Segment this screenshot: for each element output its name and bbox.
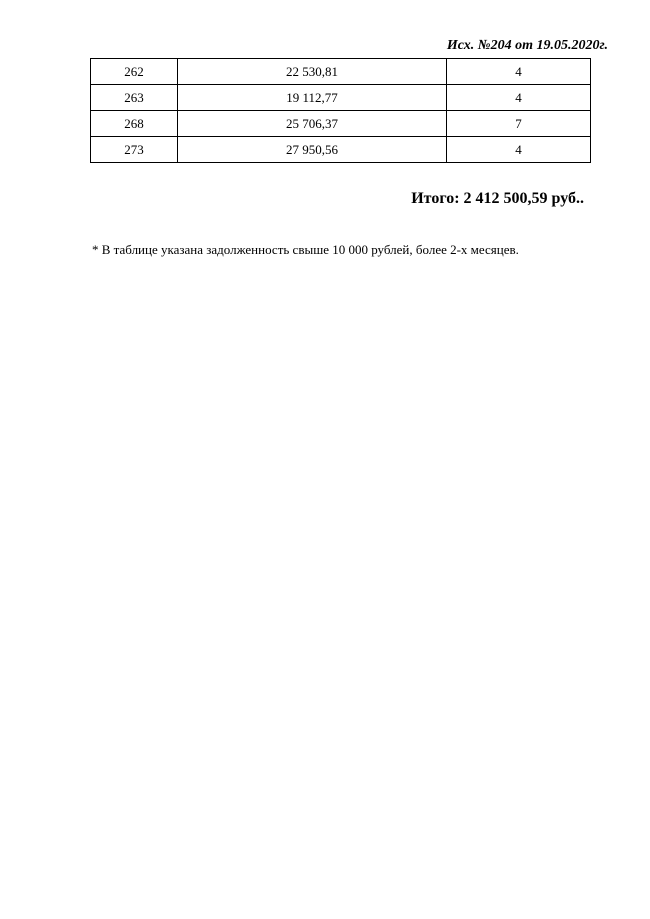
table-row xyxy=(91,137,591,163)
months-cell: 4 xyxy=(447,85,591,111)
apartment-cell: 273 xyxy=(91,137,178,163)
footnote: * В таблице указана задолженность свыше 10 000 рублей, более 2-х месяцев. xyxy=(92,242,519,257)
amount-cell: 27 950,56 xyxy=(178,137,447,163)
months-cell: 7 xyxy=(447,111,591,137)
table-row xyxy=(91,111,591,137)
amount-cell: 19 112,77 xyxy=(178,85,447,111)
table-row xyxy=(91,59,591,85)
table-row xyxy=(91,85,591,111)
apartment-cell: 263 xyxy=(91,85,178,111)
months-cell: 4 xyxy=(447,59,591,85)
apartment-cell: 262 xyxy=(91,59,178,85)
amount-cell: 22 530,81 xyxy=(178,59,447,85)
debt-table xyxy=(90,58,591,163)
amount-cell: 25 706,37 xyxy=(178,111,447,137)
apartment-cell: 268 xyxy=(91,111,178,137)
months-cell: 4 xyxy=(447,137,591,163)
document-reference: Исх. №204 от 19.05.2020г. xyxy=(446,38,608,53)
total-amount: Итого: 2 412 500,59 руб.. xyxy=(411,190,584,207)
